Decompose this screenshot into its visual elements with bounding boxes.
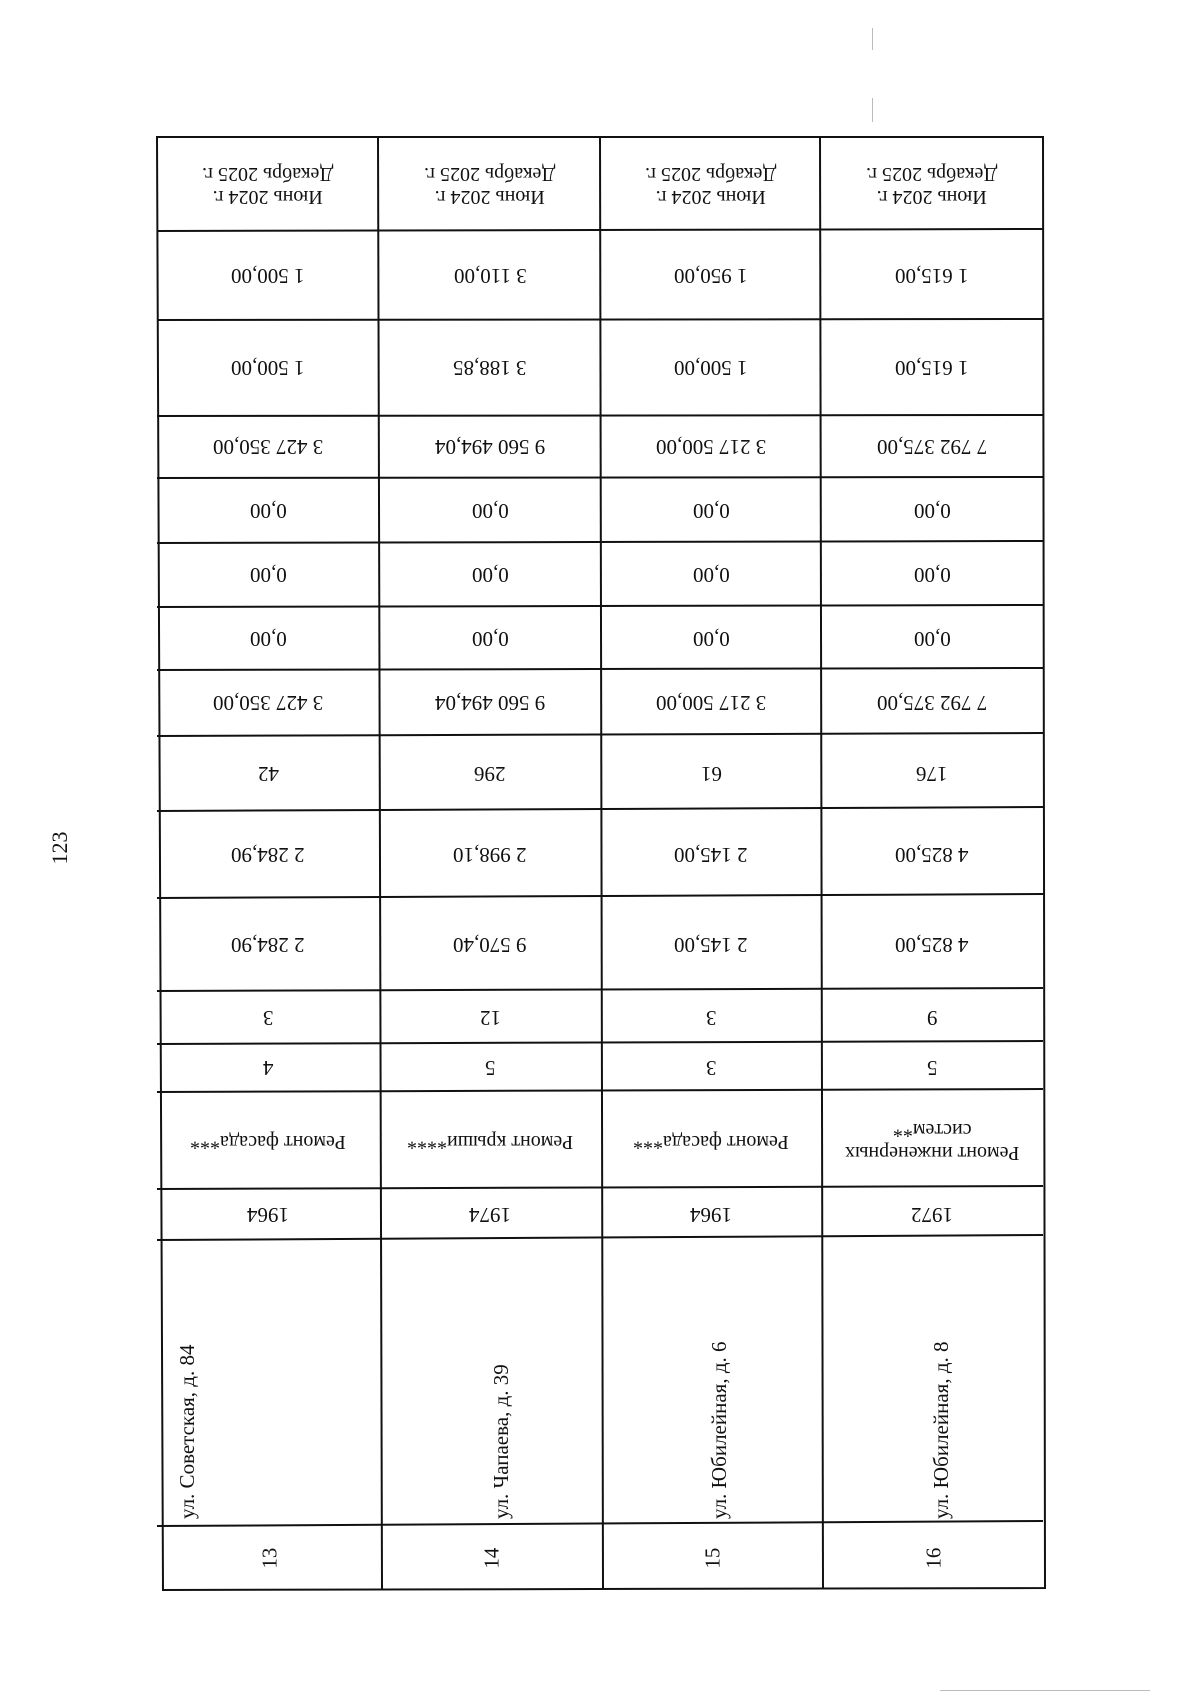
zero-value: 0,00 <box>249 563 287 588</box>
total-cost: 9 560 494,04 <box>434 435 546 460</box>
address: ул. Чапаева, д. 39 <box>489 1364 513 1519</box>
work-type: Ремонт инженерных <box>844 1142 1020 1164</box>
total-cost: 3 217 500,00 <box>655 435 767 460</box>
total-cost: 9 560 494,04 <box>434 691 546 716</box>
small-value: 5 <box>926 1056 938 1081</box>
build-year: 1974 <box>469 1203 511 1228</box>
count: 61 <box>700 762 722 787</box>
scan-artifact <box>872 98 873 122</box>
zero-value: 0,00 <box>471 499 509 524</box>
count: 176 <box>916 762 948 787</box>
small-value: 9 <box>926 1006 938 1031</box>
zero-value: 0,00 <box>913 563 951 588</box>
small-value: 3 <box>705 1006 717 1031</box>
address: ул. Советская, д. 84 <box>175 1344 199 1519</box>
area-value: 4 825,00 <box>895 843 969 868</box>
area-value: 2 145,00 <box>674 843 748 868</box>
zero-value: 0,00 <box>471 563 509 588</box>
work-type: Ремонт фасада*** <box>633 1130 789 1153</box>
price-1: 1 950,00 <box>674 264 748 289</box>
period-end: Декабрь 2025 г. <box>424 162 556 185</box>
scan-artifact <box>940 1690 1150 1691</box>
period-end: Декабрь 2025 г. <box>202 162 334 185</box>
price-2: 1 615,00 <box>895 356 969 381</box>
zero-value: 0,00 <box>249 627 287 652</box>
row-number: 13 <box>256 1547 281 1569</box>
period-end: Декабрь 2025 г. <box>866 162 998 185</box>
price-1: 1 500,00 <box>231 264 305 289</box>
area-value: 2 145,00 <box>674 933 748 958</box>
period-end: Декабрь 2025 г. <box>645 162 777 185</box>
total-cost: 7 792 375,00 <box>876 691 988 716</box>
area-value: 9 570,40 <box>453 933 527 958</box>
work-type: Ремонт фасада*** <box>190 1130 346 1153</box>
address: ул. Юбилейная, д. 8 <box>929 1341 953 1519</box>
small-value: 4 <box>262 1056 274 1081</box>
build-year: 1964 <box>690 1203 732 1228</box>
zero-value: 0,00 <box>913 499 951 524</box>
count: 296 <box>474 762 506 787</box>
period-start: Июнь 2024 г. <box>876 185 988 208</box>
build-year: 1964 <box>247 1203 289 1228</box>
small-value: 5 <box>484 1056 496 1081</box>
zero-value: 0,00 <box>692 563 730 588</box>
page-number: 123 <box>47 831 72 865</box>
zero-value: 0,00 <box>913 627 951 652</box>
area-value: 4 825,00 <box>895 933 969 958</box>
period-start: Июнь 2024 г. <box>655 185 767 208</box>
total-cost: 3 427 350,00 <box>212 691 324 716</box>
count: 42 <box>257 762 279 787</box>
small-value: 3 <box>705 1056 717 1081</box>
price-2: 1 500,00 <box>231 356 305 381</box>
row-number: 16 <box>921 1547 946 1569</box>
row-number: 15 <box>700 1547 725 1569</box>
price-1: 3 110,00 <box>453 264 527 289</box>
price-1: 1 615,00 <box>895 264 969 289</box>
scan-artifact <box>872 28 873 50</box>
address: ул. Юбилейная, д. 6 <box>707 1341 731 1519</box>
row-number: 14 <box>479 1547 504 1569</box>
zero-value: 0,00 <box>471 627 509 652</box>
area-value: 2 998,10 <box>453 843 527 868</box>
price-2: 1 500,00 <box>674 356 748 381</box>
work-type: Ремонт крыши**** <box>406 1130 574 1153</box>
period-start: Июнь 2024 г. <box>212 185 324 208</box>
area-value: 2 284,90 <box>231 933 305 958</box>
work-type: систем** <box>892 1119 972 1141</box>
zero-value: 0,00 <box>692 627 730 652</box>
period-start: Июнь 2024 г. <box>434 185 546 208</box>
small-value: 12 <box>479 1006 501 1031</box>
total-cost: 7 792 375,00 <box>876 435 988 460</box>
zero-value: 0,00 <box>692 499 730 524</box>
zero-value: 0,00 <box>249 499 287 524</box>
total-cost: 3 217 500,00 <box>655 691 767 716</box>
small-value: 3 <box>262 1006 274 1031</box>
area-value: 2 284,90 <box>231 843 305 868</box>
total-cost: 3 427 350,00 <box>212 435 324 460</box>
price-2: 3 188,85 <box>453 356 527 381</box>
build-year: 1972 <box>911 1203 953 1228</box>
